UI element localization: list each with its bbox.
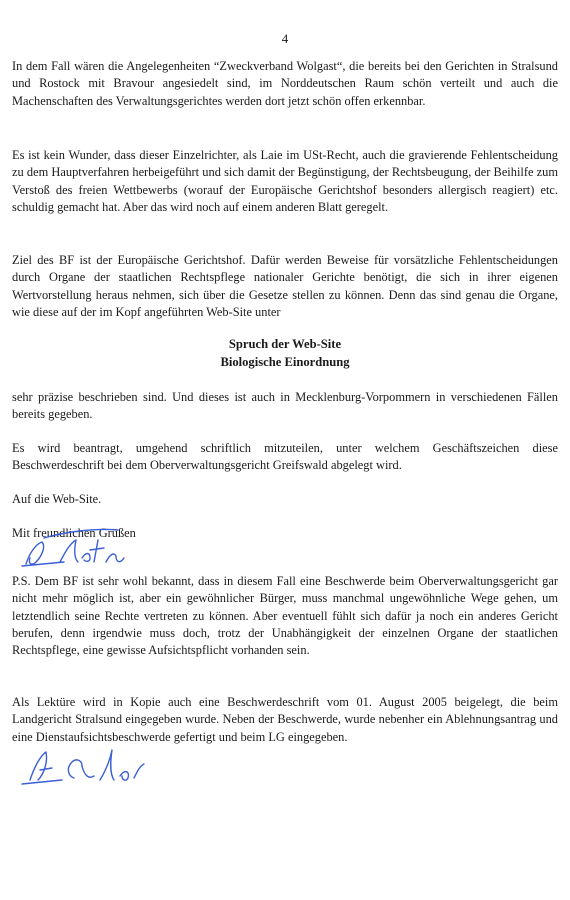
signature-2 [16,740,156,790]
paragraph-einzelrichter: Es ist kein Wunder, dass dieser Einzelrichter, als Laie im USt-Recht, auch die gravierende Fehlentscheidung zu dem Hauptverfahren herbeigeführt und sich damit der Begünstigung, der Rechtsbeugung, der Beihilfe zum Verstoß des freien Wettbewerbs (worauf der Europäische Gerichtshof besonders allergisch reagiert) etc. schuldig gemacht hat. Aber das wird noch auf einem anderen Blatt geregelt. [12,148,558,214]
paragraph-lektuere: Als Lektüre wird in Kopie auch eine Beschwerdeschrift vom 01. August 2005 beigelegt, die beim Landgericht Stralsund eingegeben wurde. Neben der Beschwerde, wurde nebenher ein Ablehnungsantrag und eine Dienstaufsichtsbeschwerde gefertigt und beim LG eingegeben. [12,695,558,744]
paragraph-ps: P.S. Dem BF ist sehr wohl bekannt, dass in diesem Fall eine Beschwerde beim Oberverwaltungsgericht gar nicht mehr möglich ist, aber ein gewöhnlicher Bürger, muss manchmal ungewöhnliche Wege gehen, um letztendlich seine Rechte vertreten zu können. Aber eventuell fühlt sich dafür ja noch ein anderes Gericht berufen, denn irgendwie muss doch, trotz der Unabhängigkeit der einzelnen Organe der staatlichen Rechtspflege, eine gewisse Aufsichtspflicht vorhanden sein. [12,574,558,658]
web-site-heading-line1: Spruch der Web-Site [228,337,342,351]
web-site-heading [0,335,570,371]
web-site-heading-line2: Biologische Einordnung [220,355,350,369]
page-number: 4 [281,31,289,46]
paragraph-zweckverband: In dem Fall wären die Angelegenheiten “Zweckverband Wolgast“, die bereits bei den Gerichten in Stralsund und Rostock mit Bravour angesiedelt sind, im Norddeutschen Raum schön verteilt und auch die Machenschaften des Verwaltungsgerichtes werden dort jetzt schön offen erkennbar. [12,59,558,108]
paragraph-praezise: sehr präzise beschrieben sind. Und dieses ist auch in Mecklenburg-Vorpommern in verschiedenen Fällen bereits gegeben. [12,390,558,422]
paragraph-ziel: Ziel des BF ist der Europäische Gerichtshof. Dafür werden Beweise für vorsätzliche Fehlentscheidungen durch Organe der staatlichen Rechtspflege nationaler Gerichte benötigt, die sich in ihrer eigenen Wertvorstellung heraus nehmen, sich über die Gesetze stellen zu können. Denn das sind genau die Organe, wie diese auf der im Kopf angeführten Web-Site unter [12,253,558,319]
signature-1 [14,522,164,572]
closing-line: Mit freundlichen Grüßen [12,526,136,540]
web-site-line: Auf die Web-Site. [12,492,102,506]
paragraph-beantragt: Es wird beantragt, umgehend schriftlich mitzuteilen, unter welchem Geschäftszeichen diese Beschwerdeschrift bei dem Oberverwaltungsgericht Greifswald abgelegt wird. [12,441,558,473]
